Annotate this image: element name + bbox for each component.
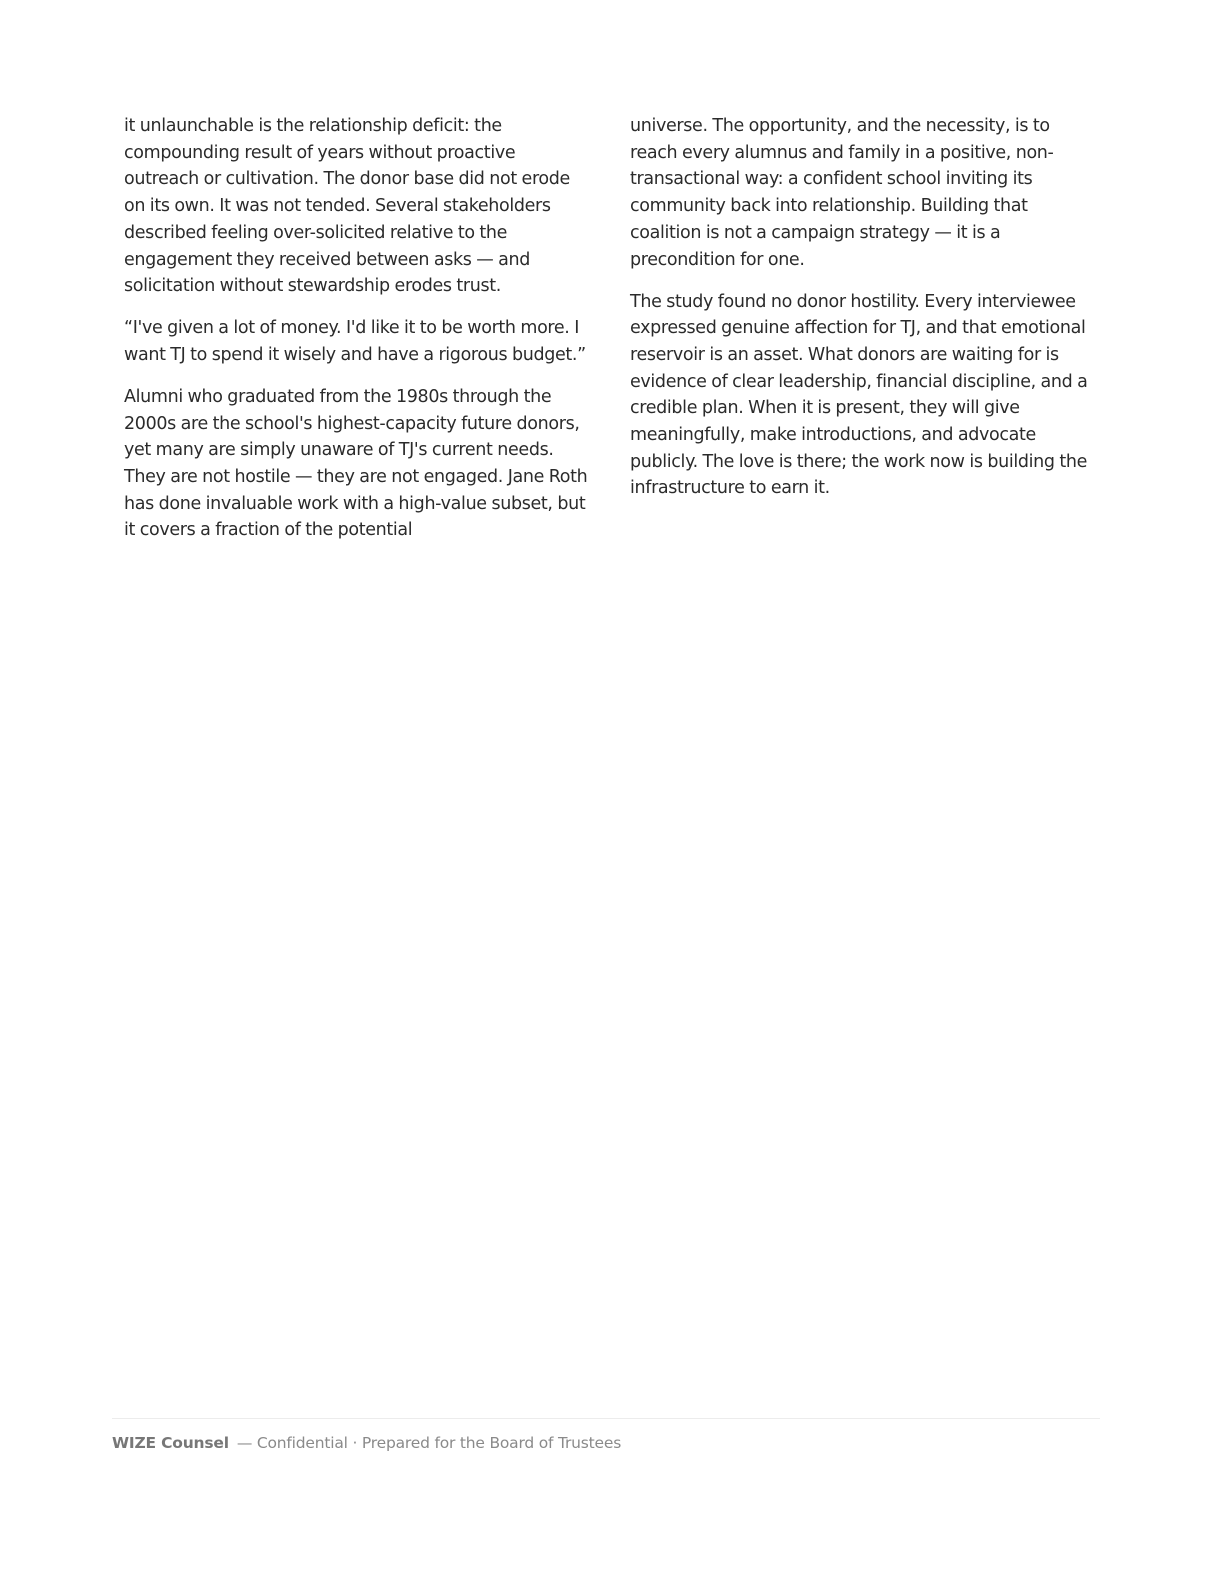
paragraph-alumni: Alumni who graduated from the 1980s through the 2000s are the school's highest-capacity future donors, yet many are simply unaware of TJ's current needs. They are not hostile — they are not engaged. Jane Roth has done invaluable work with a high-value subset, but it covers a fraction of the potential	[124, 386, 588, 541]
right-column	[630, 113, 1100, 517]
page-footer	[112, 1432, 621, 1454]
paragraph-opportunity: universe. The opportunity, and the necessity, is to reach every alumnus and family in a positive, non-transactional way: a confident school inviting its community back into relationship. Building that coalition is not a campaign strategy — it is a precondition for one.	[630, 116, 1054, 270]
footer-brand: WIZE Counsel	[112, 1434, 229, 1452]
footer-divider	[112, 1418, 1100, 1419]
left-column	[124, 113, 592, 559]
footer-tagline: — Confidential · Prepared for the Board of Trustees	[236, 1434, 622, 1452]
paragraph-relationship-deficit: it unlaunchable is the relationship deficit: the compounding result of years without proactive outreach or cultivation. The donor base did not erode on its own. It was not tended. Several stakeholders described feeling over-solicited relative to the engagement they received between asks — and solicitation without stewardship erodes trust.	[124, 116, 570, 297]
donor-quote: “I've given a lot of money. I'd like it to be worth more. I want TJ to spend it wisely and have a rigorous budget.”	[124, 318, 586, 365]
paragraph-study-findings: The study found no donor hostility. Every interviewee expressed genuine affection for TJ, and that emotional reservoir is an asset. What donors are waiting for is evidence of clear leadership, financial discipline, and a credible plan. When it is present, they will give meaningfully, make introductions, and advocate publicly. The love is there; the work now is building the infrastructure to earn it.	[630, 291, 1088, 499]
